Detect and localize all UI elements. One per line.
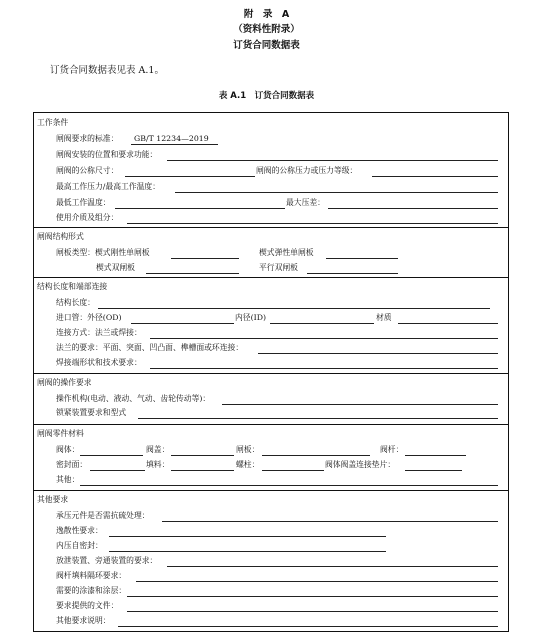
section-divider	[33, 424, 509, 425]
section-divider	[33, 227, 509, 228]
gate-field[interactable]	[262, 455, 370, 456]
flexible-wedge-label: 楔式弹性单闸板	[259, 248, 314, 257]
docs-label: 要求提供的文件：	[56, 601, 119, 610]
parallel-field[interactable]	[307, 273, 398, 274]
appendix-name: 订货合同数据表	[233, 40, 300, 51]
material-field[interactable]	[398, 323, 498, 324]
inlet-id-field[interactable]	[270, 323, 374, 324]
section-title: 结构长度和端部连接	[37, 282, 108, 291]
double-wedge-field[interactable]	[146, 273, 239, 274]
gasket-field[interactable]	[405, 470, 462, 471]
seat-label: 密封面：	[56, 460, 88, 469]
appendix-title: 附 录 A	[243, 9, 290, 20]
body-label: 阀体：	[56, 445, 80, 454]
intro-text: 订货合同数据表见表 A.1。	[50, 65, 164, 76]
min-temp-field[interactable]	[115, 208, 285, 209]
medium-label: 使用介质及组分：	[56, 213, 119, 222]
fugitive-label: 逸散性要求：	[56, 526, 103, 535]
section-title: 闸阀结构形式	[37, 232, 84, 241]
size-field[interactable]	[125, 176, 255, 177]
parallel-label: 平行双闸板	[259, 263, 298, 272]
sulfur-field[interactable]	[162, 521, 498, 522]
other-material-label: 其他：	[56, 475, 80, 484]
section-divider	[33, 490, 509, 491]
paint-label: 需要的涂漆和涂层：	[56, 586, 127, 595]
max-dp-label: 最大压差：	[286, 198, 325, 207]
section-divider	[33, 373, 509, 374]
bonnet-label: 阀盖：	[146, 445, 170, 454]
gate-type-label: 闸板类型：楔式刚性单闸板	[56, 248, 150, 257]
section-title: 其他要求	[37, 495, 69, 504]
seat-field[interactable]	[90, 470, 145, 471]
other-material-field[interactable]	[80, 485, 498, 486]
position-label: 闸阀安装的位置和要求功能：	[56, 150, 158, 159]
length-label: 结构长度：	[56, 298, 95, 307]
double-wedge-label: 楔式双闸板	[96, 263, 135, 272]
pressure-class-label: 闸阀的公称压力或压力等级：	[256, 166, 358, 175]
stem-packing-field[interactable]	[136, 581, 498, 582]
packing-field[interactable]	[171, 470, 234, 471]
standard-label: 闸阀要求的标准：	[56, 134, 119, 143]
pressure-seal-field[interactable]	[109, 551, 386, 552]
bonnet-field[interactable]	[171, 455, 234, 456]
stem-field[interactable]	[405, 455, 466, 456]
gasket-label: 阀体阀盖连接垫片：	[325, 460, 396, 469]
min-temp-label: 最低工作温度：	[56, 198, 111, 207]
flange-label: 法兰的要求：平面、突面、凹凸面、榫槽面或环连接：	[56, 343, 244, 352]
lock-field[interactable]	[138, 418, 498, 419]
flange-field[interactable]	[258, 353, 498, 354]
section-title: 闸阀的操作要求	[37, 378, 92, 387]
notes-field[interactable]	[118, 626, 498, 627]
connection-label: 连接方式：法兰或焊接：	[56, 328, 142, 337]
bolt-field[interactable]	[262, 470, 324, 471]
position-field[interactable]	[167, 160, 498, 161]
inlet-od-field[interactable]	[131, 323, 234, 324]
notes-label: 其他要求说明：	[56, 616, 111, 625]
connection-field[interactable]	[150, 338, 498, 339]
standard-value: GB/T 12234—2019	[134, 134, 209, 143]
size-label: 闸阀的公称尺寸：	[56, 166, 119, 175]
rigid-wedge-field[interactable]	[171, 258, 239, 259]
lock-label: 锁紧装置要求和型式	[56, 408, 127, 417]
max-pressure-temp-field[interactable]	[175, 192, 498, 193]
max-pressure-temp-label: 最高工作压力/最高工作温度：	[56, 182, 160, 191]
section-title: 工作条件	[37, 118, 69, 127]
pressure-seal-label: 内压自密封：	[56, 541, 103, 550]
inlet-id-label: 内径(ID)	[235, 313, 267, 322]
flexible-wedge-field[interactable]	[326, 258, 398, 259]
fugitive-field[interactable]	[109, 536, 386, 537]
pressure-class-field[interactable]	[372, 176, 498, 177]
length-field[interactable]	[98, 308, 490, 309]
standard-field[interactable]	[131, 144, 218, 145]
body-field[interactable]	[80, 455, 143, 456]
gate-label: 闸板：	[236, 445, 260, 454]
weld-label: 焊接端形状和技术要求：	[56, 358, 142, 367]
inlet-od-label: 进口管：外径(OD)	[56, 313, 122, 322]
material-label: 材质	[376, 313, 392, 322]
packing-label: 填料：	[146, 460, 170, 469]
appendix-nature: （资料性附录）	[233, 24, 300, 35]
drain-label: 放泄装置、旁通装置的要求：	[56, 556, 158, 565]
medium-field[interactable]	[127, 223, 498, 224]
paint-field[interactable]	[127, 596, 498, 597]
max-dp-field[interactable]	[328, 208, 498, 209]
section-title: 闸阀零件材料	[37, 429, 84, 438]
drain-field[interactable]	[167, 566, 498, 567]
sulfur-label: 承压元件是否需抗硫处理：	[56, 511, 150, 520]
table-caption: 表 A.1 订货合同数据表	[218, 91, 315, 101]
bolt-label: 螺柱：	[236, 460, 260, 469]
section-divider	[33, 277, 509, 278]
weld-field[interactable]	[150, 368, 498, 369]
docs-field[interactable]	[127, 611, 498, 612]
actuator-field[interactable]	[222, 404, 498, 405]
stem-label: 阀杆：	[380, 445, 404, 454]
actuator-label: 操作机构(电动、液动、气动、齿轮传动等)：	[56, 394, 211, 403]
stem-packing-label: 阀杆填料隔环要求：	[56, 571, 127, 580]
